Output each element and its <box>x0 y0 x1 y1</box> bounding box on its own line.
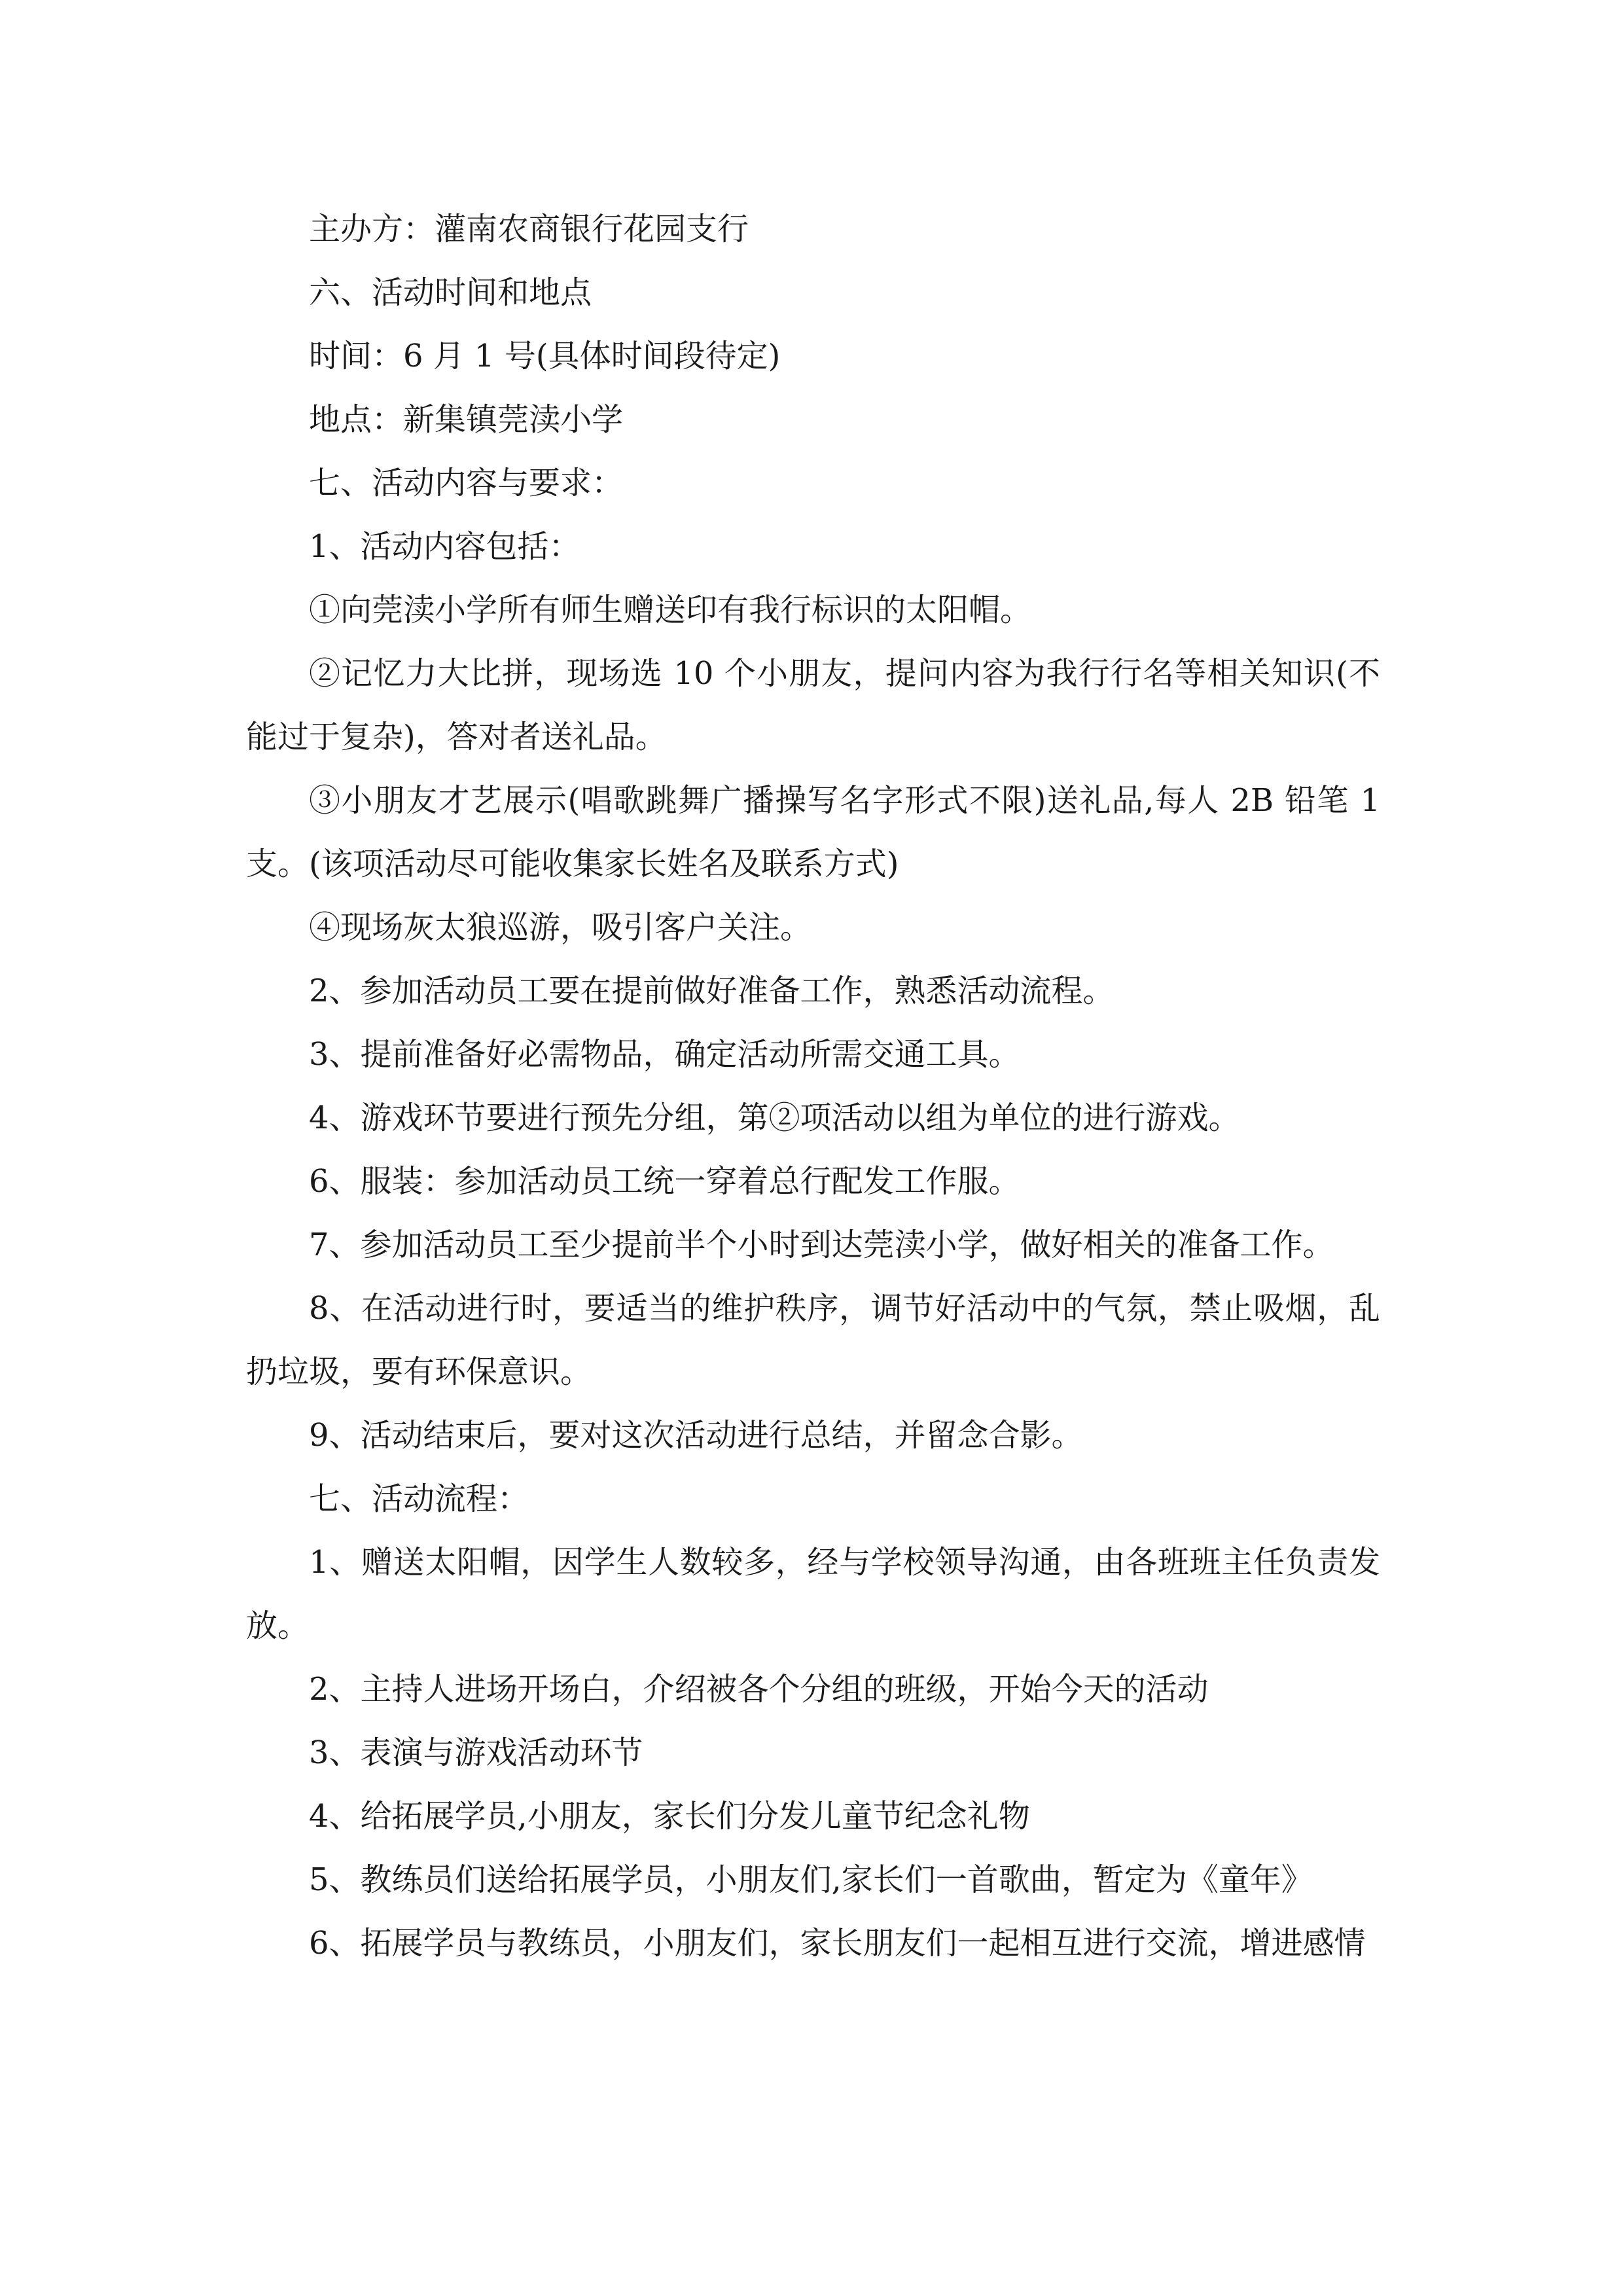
process-step: 1、赠送太阳帽，因学生人数较多，经与学校领导沟通，由各班班主任负责发放。 <box>246 1544 1380 1644</box>
requirement-item: 2、参加活动员工要在提前做好准备工作，熟悉活动流程。 <box>309 973 1115 1009</box>
content-item: 1、活动内容包括： <box>309 528 580 565</box>
section-heading-time-place: 六、活动时间和地点 <box>309 274 592 311</box>
content-item: ①向莞渎小学所有师生赠送印有我行标识的太阳帽。 <box>309 592 1032 628</box>
content-item: ③小朋友才艺展示(唱歌跳舞广播操写名字形式不限)送礼品,每人 2B 铅笔 1 支。(该项活动尽可能收集家长姓名及联系方式) <box>246 782 1380 882</box>
requirement-item: 6、服装：参加活动员工统一穿着总行配发工作服。 <box>309 1163 1020 1200</box>
requirement-item: 8、在活动进行时，要适当的维护秩序，调节好活动中的气氛，禁止吸烟，乱扔垃圾，要有环保意识。 <box>246 1290 1380 1390</box>
process-step: 4、给拓展学员,小朋友，家长们分发儿童节纪念礼物 <box>309 1798 1030 1835</box>
requirement-item: 3、提前准备好必需物品，确定活动所需交通工具。 <box>309 1036 1020 1073</box>
requirement-item: 9、活动结束后，要对这次活动进行总结，并留念合影。 <box>309 1417 1083 1454</box>
process-step: 3、表演与游戏活动环节 <box>309 1734 643 1771</box>
section-heading-process: 七、活动流程： <box>309 1480 529 1517</box>
place-line: 地点：新集镇莞渎小学 <box>309 401 624 438</box>
section-heading-content: 七、活动内容与要求： <box>309 465 624 501</box>
process-step: 6、拓展学员与教练员，小朋友们，家长朋友们一起相互进行交流，增进感情 <box>309 1925 1366 1962</box>
content-item: ②记忆力大比拼，现场选 10 个小朋友，提问内容为我行行名等相关知识(不能过于复杂)，答对者送礼品。 <box>246 655 1380 755</box>
content-item: ④现场灰太狼巡游，吸引客户关注。 <box>309 909 812 946</box>
requirement-item: 7、参加活动员工至少提前半个小时到达莞渎小学，做好相关的准备工作。 <box>309 1227 1334 1263</box>
process-step: 2、主持人进场开场白，介绍被各个分组的班级，开始今天的活动 <box>309 1671 1209 1708</box>
document-body <box>246 198 1380 1975</box>
time-line: 时间：6 月 1 号(具体时间段待定) <box>309 338 781 374</box>
organizer-line: 主办方：灌南农商银行花园支行 <box>309 211 749 247</box>
process-step: 5、教练员们送给拓展学员，小朋友们,家长们一首歌曲，暂定为《童年》 <box>309 1861 1313 1898</box>
requirement-item: 4、游戏环节要进行预先分组，第②项活动以组为单位的进行游戏。 <box>309 1100 1240 1136</box>
